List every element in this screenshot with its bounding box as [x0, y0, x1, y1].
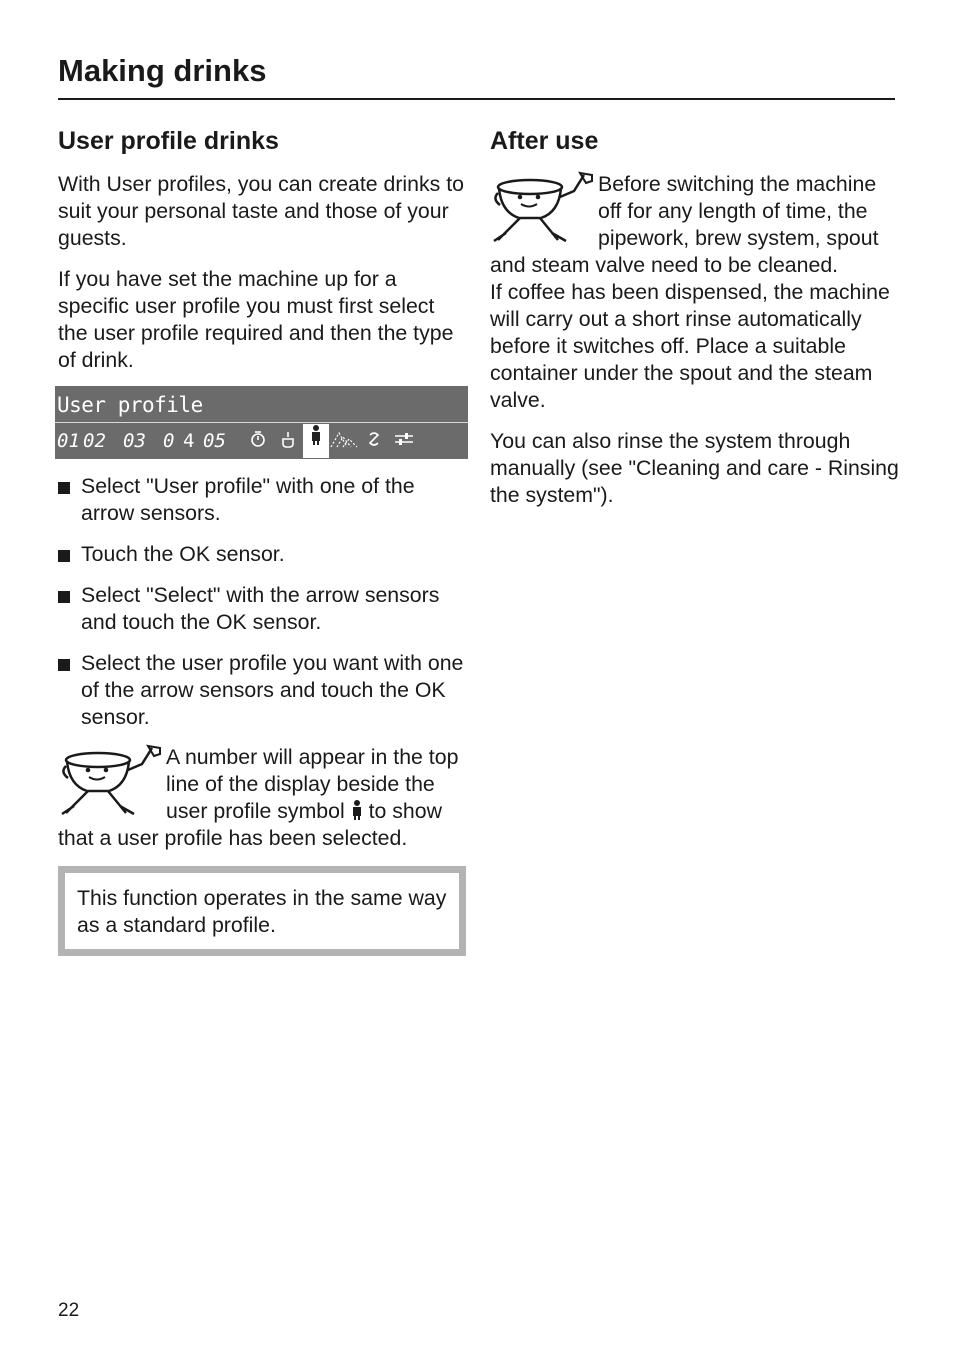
display-top-line: User profile: [55, 386, 468, 423]
bullet-square-icon: [58, 659, 70, 671]
steam-icon: [329, 429, 359, 453]
profile-05: 05: [203, 430, 226, 452]
note-text: This function operates in the same way as a standard profile.: [77, 886, 447, 937]
page-title: Making drinks: [58, 53, 267, 88]
profile-4: 4: [183, 430, 195, 452]
tip-block: Before switching the machine off for any length of time, the pipework, brew system, spout and steam valve need to be cleaned.: [490, 172, 879, 277]
user-profile-heading: User profile drinks: [58, 127, 279, 155]
note-box: [58, 866, 466, 956]
display-panel: [55, 386, 468, 459]
step-item: Touch the OK sensor.: [58, 541, 468, 568]
bullet-square-icon: [58, 482, 70, 494]
cup-mascot-icon: [490, 171, 598, 247]
left-column: [58, 125, 468, 956]
step-item: Select the user profile you want with one of the arrow sensors and touch the OK sensor.: [58, 650, 468, 731]
tip-block: A number will appear in the top line of the display beside the user profile symbol to show that a user profile has been selected.: [58, 745, 459, 850]
step-item: Select "User profile" with one of the arrow sensors.: [58, 473, 468, 527]
timer-icon: [243, 430, 273, 452]
title-rule: [58, 98, 895, 100]
step-list: [58, 473, 468, 731]
after-use-heading: After use: [490, 127, 599, 155]
profile-0: 0: [163, 430, 175, 452]
bullet-square-icon: [58, 550, 70, 562]
intro-paragraph: With User profiles, you can create drinks to suit your personal taste and those of your guests.: [58, 172, 464, 250]
bullet-square-icon: [58, 591, 70, 603]
page-number: 22: [58, 1300, 80, 1321]
setup-paragraph: If you have set the machine up for a specific user profile you must first select the user profile required and then the type of drink.: [58, 267, 454, 372]
user-icon: [303, 424, 329, 458]
user-profile-symbol-icon: [351, 799, 363, 821]
cup-icon: [273, 429, 303, 453]
profile-01: 01: [57, 430, 80, 452]
right-column: [490, 125, 900, 523]
settings-icon: [389, 430, 419, 452]
profile-02: 02: [83, 430, 106, 452]
rinse-icon: [359, 429, 389, 453]
profile-03: 03: [123, 430, 146, 452]
manual-rinse-paragraph: You can also rinse the system through manually (see "Cleaning and care - Rinsing the system").: [490, 429, 899, 507]
step-item: Select "Select" with the arrow sensors and touch the OK sensor.: [58, 582, 468, 636]
cup-mascot-icon: [58, 744, 166, 820]
rinse-paragraph: If coffee has been dispensed, the machine will carry out a short rinse automatically before it switches off. Place a suitable container under the spout and the steam valve.: [490, 280, 890, 412]
display-bottom-line: [55, 423, 468, 459]
